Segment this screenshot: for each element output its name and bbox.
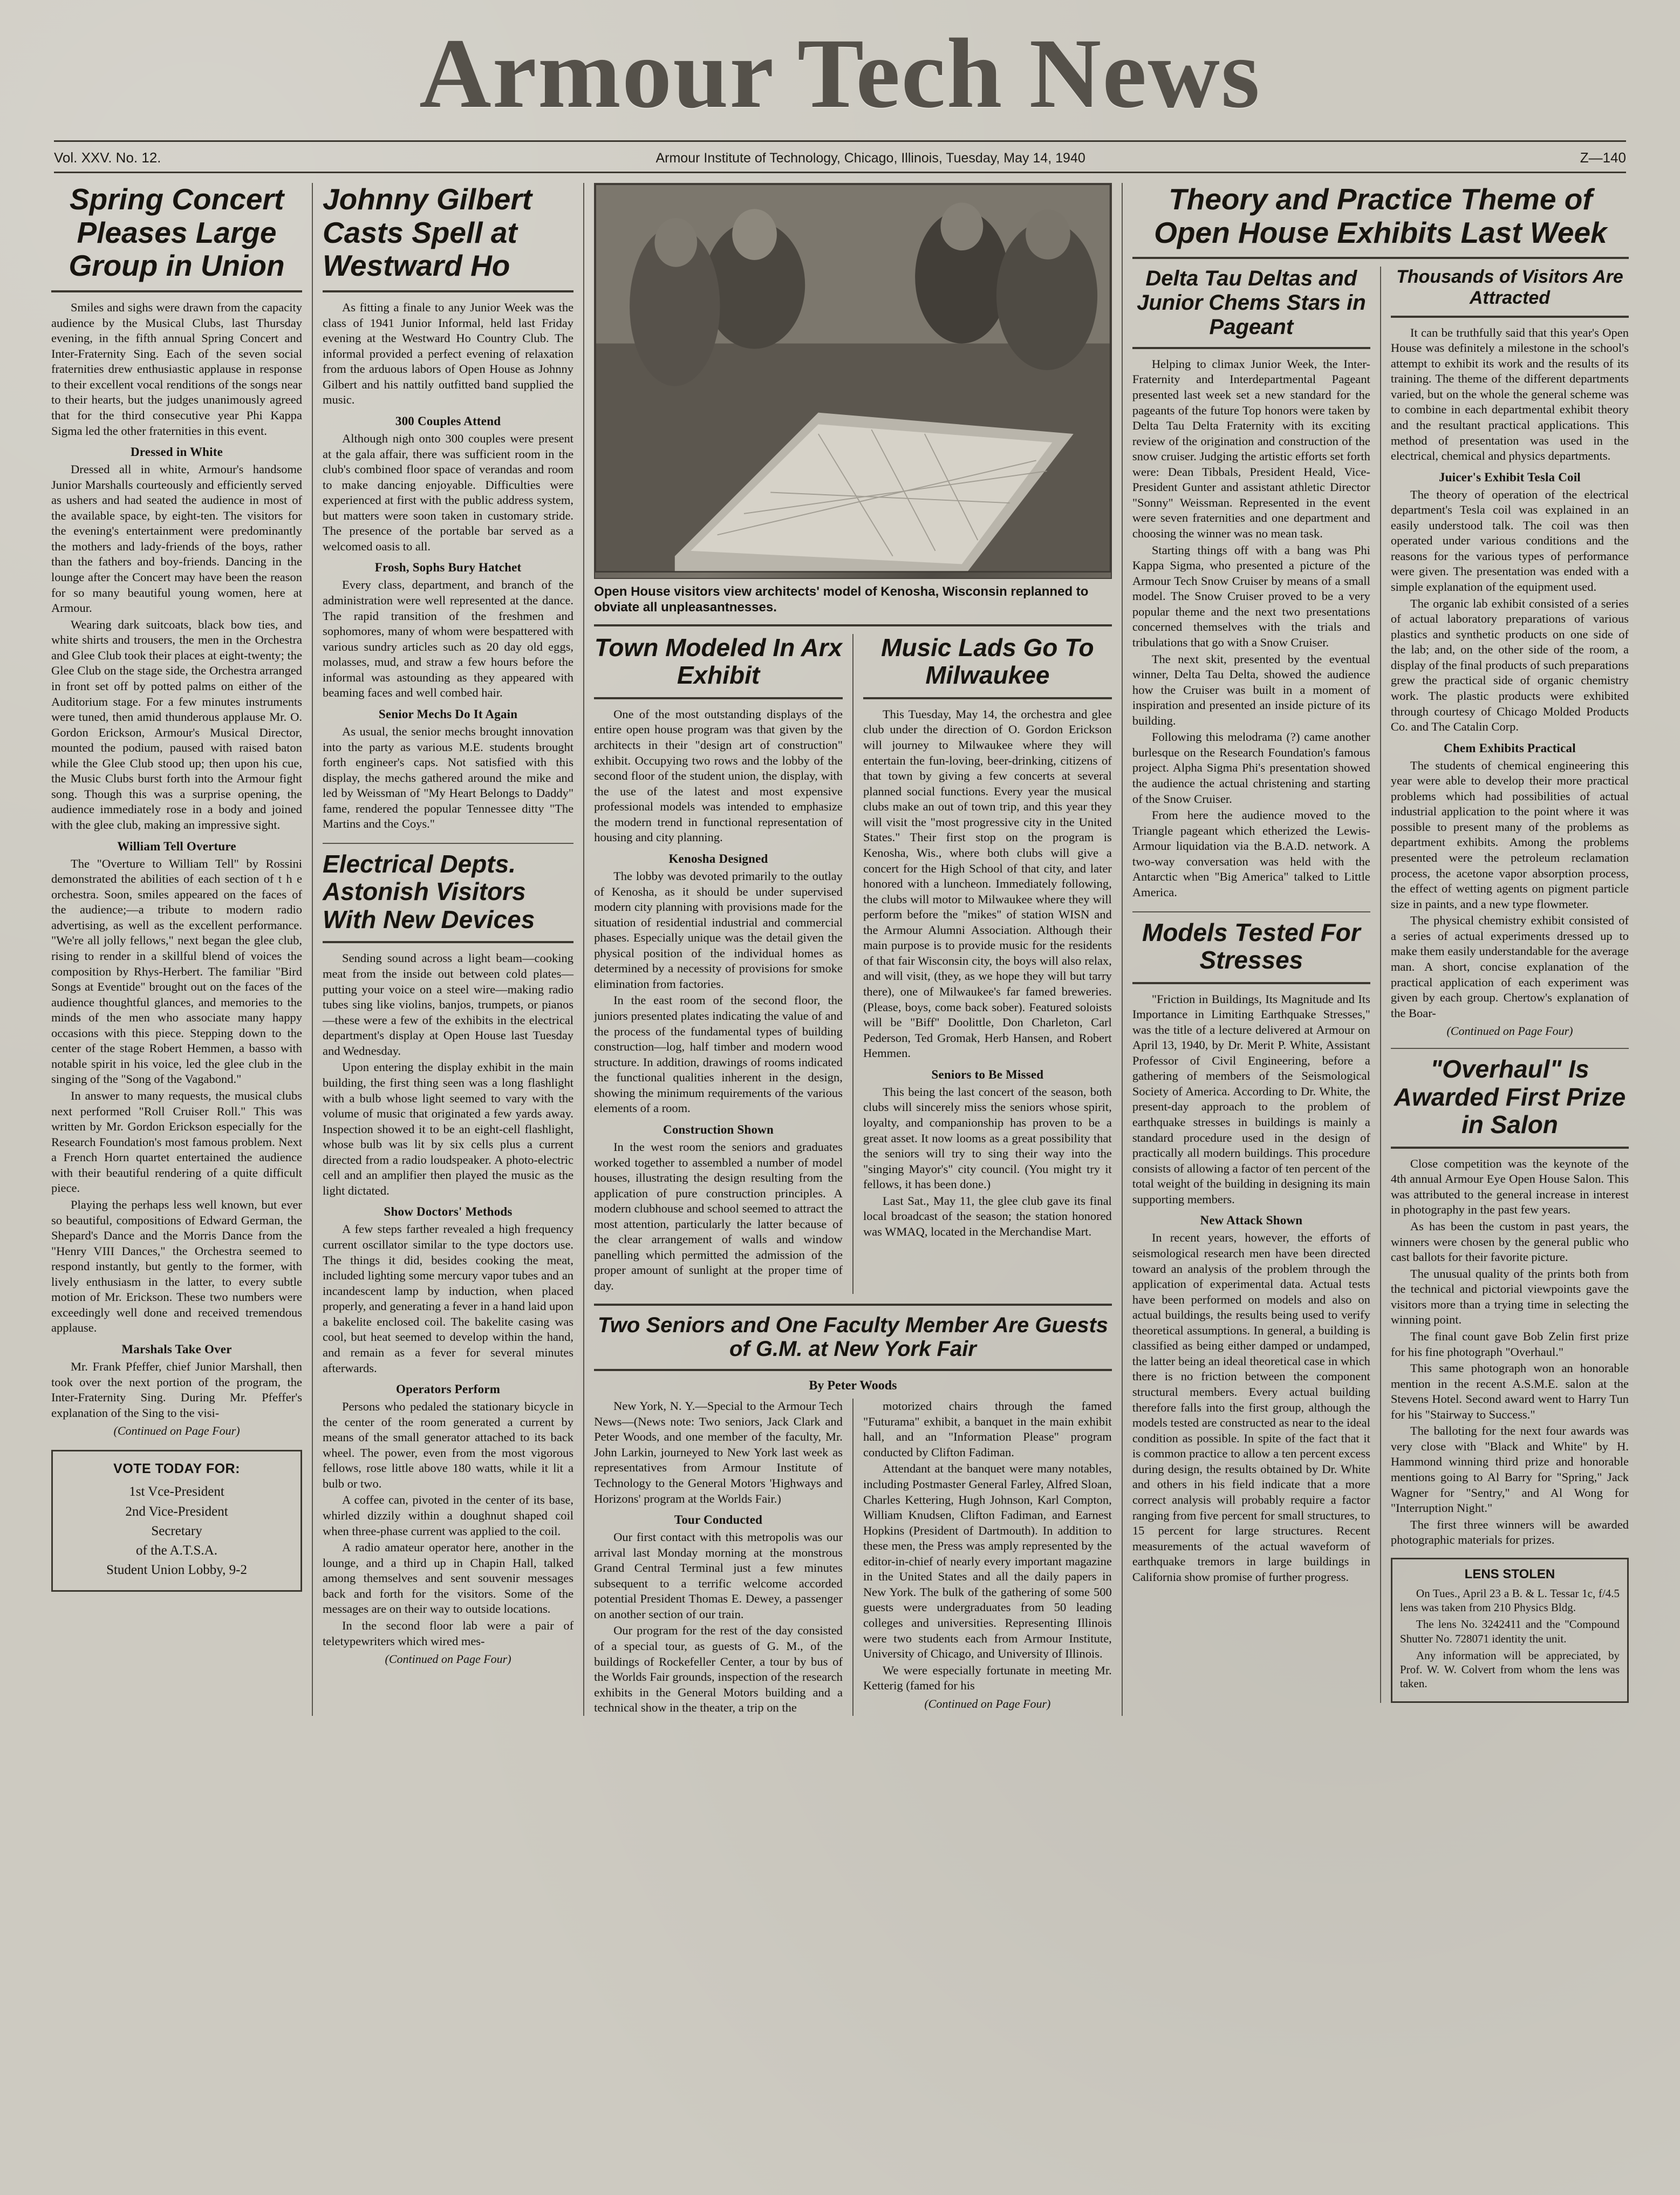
article-paragraph: In the west room the seniors and graduates worked together to assembled a number of model houses, illustrating the design resulting from the application of pure construction principles. A modern clubhouse and school seemed to attract the most attention, particularly the latter because of the clear arrangement of walls and window panelling which permitted the admission of the proper amount of sunlight at the proper time of day.: [594, 1140, 843, 1292]
volume-issue: Vol. XXV. No. 12.: [54, 149, 161, 166]
issue-code: Z—140: [1580, 149, 1626, 166]
continuation-note: (Continued on Page Four): [385, 1652, 511, 1666]
article-paragraph: The final count gave Bob Zelin first prize for his fine photograph "Overhaul.": [1390, 1329, 1629, 1359]
article-paragraph: This Tuesday, May 14, the orchestra and glee club under the direction of O. Gordon Erickson will journey to Milwaukee where they will entertain the fun-loving, beer-drinking, citizens of that town by giving a few concerts at several planned social functions. Every year the musical clubs make an out of town trip, and this year they will visit the "most progressive city in the United States." Their first stop on the program is Kenosha, Wis., where both clubs will give a concert for the High School of that city, and later honored with a luncheon. Immediately following, the clubs will motor to Milwaukee where they will perform before the "mikes" of station WISN and the Armour Alumni Association. Although their main purpose is to provide music for the residents of that fair Wisconsin city, the boys will also relax, and will visit, (they, as we hope they will but tarry there), one of Milwaukee's far famed breweries. (Please, boys, come back sober). Featured soloists will be "Biff" Doolittle, Don Charleton, Carl Pederson, Ted Gromak, Herb Hansen, and Robert Hemmen.: [863, 707, 1112, 1060]
article-paragraph: In answer to many requests, the musical clubs next performed "Roll Cruiser Roll." This was written by Mr. Gordon Erickson especially for the Research Foundation's most famous problem. Next a French Horn quartet entertained the audience with their beautiful rendering of a quite difficult piece.: [51, 1089, 303, 1195]
column-4: [852, 634, 1112, 1294]
feature-col-right: [852, 1399, 1112, 1716]
subhead: William Tell Overture: [117, 839, 236, 853]
headline-electrical-depts: Electrical Depts. Astonish Visitors With New Devices: [323, 849, 535, 933]
article-paragraph: We were especially fortunate in meeting Mr. Ketterig (famed for his: [863, 1663, 1112, 1693]
page-body: [51, 183, 1629, 1716]
column-3: [594, 634, 843, 1294]
article-paragraph: The lobby was devoted primarily to the outlay of Kenosha, as it should be under supervised modern city planning with provisions made for the situation of residential industrial and commercial phases. Especially unique was the detail given the physical position of the individual homes as determined by a necessity of provisions for smoke elimination from factories.: [594, 869, 843, 991]
subhead: Dressed in White: [131, 445, 223, 459]
article-paragraph: The balloting for the next four awards was very close with "Black and White" by H. Hammond winning third prize and honorable mentions going to Al Barry for "Spring," Jack Wagner for "Sentry," and Al Wong for "Interruption Night.": [1390, 1424, 1629, 1515]
article-paragraph: The theory of operation of the electrical department's Tesla coil was explained in an easily understood talk. The coil was then operated under various conditions and the reasons for the various types of performance were given. The presentation was ended with a simple explanation of the equipment used.: [1390, 487, 1629, 594]
article-paragraph: The physical chemistry exhibit consisted of a series of actual experiments dressed up to make them easily understandable for the average man. A short, concise explanation of the practical application of each experiment was given by each group. Chertow's explanation of the Boar-: [1390, 914, 1629, 1020]
subhead: Operators Perform: [396, 1382, 501, 1396]
vote-box-item: 2nd Vice-President: [125, 1504, 228, 1519]
article-paragraph: Close competition was the keynote of the 4th annual Armour Eye Open House Salon. This was attributed to the general increase in interest in photography in the past few years.: [1390, 1156, 1629, 1217]
article-paragraph: In the east room of the second floor, the juniors presented plates indicating the value of and the process of the fundamental types of building construction—log, half timber and modern wood structure. In addition, drawings of rooms indicated the functional qualities inherent in the design, showing the minimum requirements of the various elements of a room.: [594, 993, 843, 1115]
headline-thousands-visitors: Thousands of Visitors Are Attracted: [1396, 267, 1623, 308]
continuation-note: (Continued on Page Four): [924, 1696, 1051, 1710]
headline-town-modeled: Town Modeled In Arx Exhibit: [594, 633, 843, 690]
lens-notice-paragraph: The lens No. 3242411 and the "Compound Shutter No. 728071 identity the unit.: [1399, 1618, 1620, 1645]
lens-notice-paragraph: On Tues., April 23 a B. & L. Tessar 1c, f/4.5 lens was taken from 210 Physics Bldg.: [1399, 1586, 1620, 1614]
headline-spring-concert: Spring Concert Pleases Large Group in Union: [69, 182, 285, 283]
lens-notice-paragraph: Any information will be appreciated, by Prof. W. W. Colvert from whom the lens was taken.: [1399, 1648, 1620, 1690]
article-paragraph: Upon entering the display exhibit in the main building, the first thing seen was a long flashlight with a bulb whose light seemed to vary with the volume of music that originated a few yards away. Inspection showed it to be an eight-cell flashlight, whose bulb was lit by six cells plus a current directed from a radio loudspeaker. A photo-electric cell and an amplifier then played the music as the light dictated.: [323, 1060, 574, 1197]
headline-delta-tau-deltas: Delta Tau Deltas and Junior Chems Stars in Pageant: [1137, 267, 1366, 339]
lens-stolen-notice: [1391, 1558, 1629, 1703]
article-paragraph: Last Sat., May 11, the glee club gave its final local broadcast of the season; the station honored was WMAQ, located in the Merchandise Mart.: [863, 1194, 1112, 1238]
feature-col-left: [594, 1399, 843, 1716]
article-paragraph: A coffee can, pivoted in the center of its base, whirled dizzily within a doughnut shaped coil when three-phase current was applied to the coil.: [323, 1493, 574, 1538]
subhead: Seniors to Be Missed: [931, 1067, 1044, 1081]
article-paragraph: This same photograph won an honorable mention in the recent A.S.M.E. salon at the Stevens Hotel. Second award went to Harry Tun for his "Stairway to Success.": [1390, 1361, 1629, 1421]
headline-models-tested: Models Tested For Stresses: [1142, 918, 1361, 974]
vote-box-item: 1st Vce-President: [129, 1484, 224, 1499]
article-paragraph: As usual, the senior mechs brought innovation into the party as various M.E. students brought forth engineer's caps. Not satisfied with this display, the mechs gathered around the mike and led by Weissman of "My Heart Belongs to Daddy" fame, rendered the popular Tennessee ditty "The Martins and the Coys.": [323, 724, 574, 831]
article-paragraph: Attendant at the banquet were many notables, including Postmaster General Farley, Alfred Sloan, Charles Kettering, Hugh Johnson, Karl Compton, William Knudsen, Clifton Fadiman, and Earnest Hopkins (President of Dartmouth). In addition to these men, the Press was amply represented by the editor-in-chief of nearly every important magazine in the United States and all the daily papers in New York. The bulk of the gathering of some 500 guests were undergraduates from 50 leading colleges and universities. Representing Illinois were two students each from Armour Institute, University of Chicago, and University of Illinois.: [863, 1462, 1112, 1661]
column-6: [1380, 267, 1629, 1702]
headline-johnny-gilbert: Johnny Gilbert Casts Spell at Westward Ho: [323, 182, 532, 283]
center-block: [594, 183, 1112, 1716]
column-2: [323, 183, 573, 1666]
subhead: Senior Mechs Do It Again: [378, 707, 518, 721]
subhead: New Attack Shown: [1200, 1214, 1303, 1228]
vote-box-title: VOTE TODAY FOR:: [113, 1461, 240, 1477]
article-paragraph: The next skit, presented by the eventual winner, Delta Tau Delta, showed the audience how the Cruiser was built in a moment of inspiration and presented an inside picture of its building.: [1132, 652, 1370, 727]
article-paragraph: motorized chairs through the famed "Futurama" exhibit, a banquet in the main exhibit hall, and an "Information Please" program conducted by Clifton Fadiman.: [863, 1399, 1112, 1459]
article-paragraph: Mr. Frank Pfeffer, chief Junior Marshall, then took over the next portion of the program, the Inter-Fraternity Sing. During Mr. Pfeffer's explanation of the Sing to the visi-: [51, 1360, 303, 1420]
vote-box-item: of the A.T.S.A.: [136, 1543, 217, 1558]
newspaper-title: Armour Tech News: [419, 18, 1261, 129]
open-house-photo: [594, 183, 1112, 579]
article-paragraph: It can be truthfully said that this year's Open House was definitely a milestone in the school's attempt to exhibit its work and the results of its training. The theme of the different departments varied, but on the whole the general scheme was to combine in each departmental exhibit theory and the resultant practical applications. This method of presentation was used in the electrical, chemical and physics departments.: [1390, 325, 1629, 463]
headline-music-lads: Music Lads Go To Milwaukee: [881, 633, 1094, 690]
article-paragraph: Every class, department, and branch of the administration were well represented at the dance. The rapid transition of the freshmen and sophomores, many of whom were bespattered with various sundry articles such as 20 day old eggs, molasses, mud, and straw a few hours before the informal was astounding as they appeared with beaming faces and well combed hair.: [323, 578, 574, 700]
article-paragraph: One of the most outstanding displays of the entire open house program was that given by the architects in their "design art of construction" exhibit. Occupying two rows and the lobby of the second floor of the student union, the display, with the use of the latest and most expensive professional models was intended to emphasize the modern trend in functional representation of housing and city planning.: [594, 707, 843, 844]
lens-notice-title: LENS STOLEN: [1464, 1566, 1555, 1582]
article-paragraph: Our first contact with this metropolis was our arrival last Monday morning at the monstrous Grand Central Terminal just a few minutes subsequent to a terrific welcome accorded potential President Thomas E. Dewey, a passenger on another section of our train.: [594, 1530, 843, 1621]
article-paragraph: This being the last concert of the season, both clubs will sincerely miss the seniors whose spirit, loyalty, and companionship has proven to be a great asset. It now looms as a great possibility that the seniors will try to sing their way into the "singing Mayor's" city council. (You might try it fellows, it has been done.): [863, 1085, 1112, 1191]
article-paragraph: Sending sound across a light beam—cooking meat from the inside out between cold plates—putting your voice on a steel wire—making radio tubes sing like violins, banjos, trumpets, or pianos—these were a few of the exhibits in the electrical department's display at Open House last Tuesday and Wednesday.: [323, 951, 574, 1058]
article-paragraph: Smiles and sighs were drawn from the capacity audience by the Musical Clubs, last Thursday evening, in the fifth annual Spring Concert and Inter-Fraternity Sing. Each of the seven social fraternities drew enthusiastic applause in response to their excellent vocal renditions of the songs near to their hearts, but the judges unanimously agreed that for the third consecutive year Phi Kappa Sigma led the other fraternities in this event.: [51, 301, 303, 438]
photo-caption: Open House visitors view architects' model of Kenosha, Wisconsin replanned to obviate all unpleasantnesses.: [594, 584, 1089, 615]
article-paragraph: "Friction in Buildings, Its Magnitude and Its Importance in Limiting Earthquake Stresses," was the title of a lecture delivered at Armour on April 13, 1940, by Dr. Merit P. White, Assistant Professor of Civil Engineering, before a gathering of members of the Seismological Society of America. According to Dr. White, the present-day approach to the problem of earthquake stresses in buildings is mainly a standard procedure used in the design of practically all modern buildings. This procedure consists of allowing a factor of ten percent of the total weight of the building in designing its main supporting members.: [1132, 992, 1370, 1206]
byline: By Peter Woods: [809, 1379, 897, 1393]
article-paragraph: As has been the custom in past years, the winners were chosen by the general public who cast ballots for their favorite picture.: [1390, 1219, 1629, 1264]
article-paragraph: As fitting a finale to any Junior Week was the class of 1941 Junior Informal, held last Friday evening at the Westward Ho Country Club. The informal provided a perfect evening of relaxation from the arduous labors of Open House as Johnny Gilbert and his nattily outfitted band supplied the music.: [323, 301, 574, 407]
subhead: Chem Exhibits Practical: [1444, 741, 1576, 755]
publication-line: Armour Institute of Technology, Chicago, Illinois, Tuesday, May 14, 1940: [655, 151, 1085, 166]
article-paragraph: Our program for the rest of the day consisted of a special tour, as guests of G. M., of the buildings of Rockefeller Center, a tour by bus of the Worlds Fair grounds, inspection of the research exhibits in the General Motors building and a technical show in the theater, a trip on the: [594, 1624, 843, 1715]
subhead: Marshals Take Over: [121, 1342, 232, 1356]
article-paragraph: The students of chemical engineering this year were able to develop their more practical problems which had possibilities of actual industrial application to the point where it was possible to present many of the problems as department exhibits. Among the problems presented were the petroleum reclamation process, the acetone vapor absorption process, the effect of wetting agents on pigment particle size in paints, and a new type flowmeter.: [1390, 758, 1629, 911]
article-paragraph: A few steps farther revealed a high frequency current oscillator similar to the type doctors use. The things it did, besides cooking the meat, included lighting some mercury vapor tubes and an incandescent lamp by induction, when placed properly, and generating a fever in a hand laid upon a bakelite enclosed coil. The bakelite casing was cool, but heat seemed to develop within the hand, and remain as a fever for several minutes afterwards.: [323, 1222, 574, 1375]
article-paragraph: Persons who pedaled the stationary bicycle in the center of the room generated a current by means of the small generator attached to its back wheel. The power, even from the most vigorous fellows, rose little above 180 watts, while it lit a bulb or two.: [323, 1400, 574, 1490]
subhead: Frosh, Sophs Bury Hatchet: [374, 561, 522, 575]
right-block: [1132, 183, 1629, 1702]
folio-bar: [54, 142, 1626, 173]
article-paragraph: Wearing dark suitcoats, black bow ties, and white shirts and trousers, the men in the Orchestra and Glee Club took their places at eight-twenty; the Glee Club on the stage side, the Orchestra arranged in front set off by potted palms on either of the Auditorium stage. For a few minutes instruments were tuned, then amid thunderous applause Mr. O. Gordon Erickson, Armour's Musical Director, mounted the podium, paused with raised baton while the Glee Club stood up; then upon his cue, the Music Clubs burst forth into the Armour fight song. Though this was a surprise opening, the audience immediately rose in a body and joined with the glee club, making an impressive sight.: [51, 617, 303, 832]
column-divider: [583, 183, 584, 1716]
column-5: [1132, 267, 1370, 1702]
headline-open-house-theme: Theory and Practice Theme of Open House Exhibits Last Week: [1154, 182, 1607, 249]
subhead: Show Doctors' Methods: [384, 1205, 513, 1219]
column-1: [51, 183, 302, 1591]
article-paragraph: Following this melodrama (?) came another burlesque on the Research Foundation's famous project. Alpha Sigma Phi's presentation showed the audience the actual christening and starting of the Snow Cruiser.: [1132, 730, 1370, 806]
subhead: Kenosha Designed: [668, 851, 768, 865]
article-paragraph: Although nigh onto 300 couples were present at the gala affair, there was sufficient room in the club's combined floor space of verandas and room to make dancing enjoyable. Difficulties were experienced at first with the public address system, but matters were soon taken in customary stride. The presence of the portable bar served as a welcomed oasis to all.: [323, 431, 574, 553]
article-paragraph: A radio amateur operator here, another in the lounge, and a third up in Chapin Hall, talked among themselves and sent souvenir messages back and forth for the visitors. Some of the messages are on their way to outside locations.: [323, 1540, 574, 1616]
article-paragraph: Playing the perhaps less well known, but ever so beautiful, compositions of Edward German, the Shepard's Dance and the Morris Dance from the "Henry VIII Dances," the Orchestra seemed to respond instantly, but gently to the former, with lively enthusiasm in the latter, to every subtle motion of Mr. Erickson. These two numbers were exceedingly well done and received tremendous applause.: [51, 1197, 303, 1335]
article-paragraph: In recent years, however, the efforts of seismological research men have been directed toward an analysis of the problem through the application of experimental data. Actual tests have been performed on models and also on actual buildings, the results being used to verify theoretical assumptions. In general, a building is classified as being either damped or undamped, the latter being an ideal theoretical case in which there is no friction between the component structural members. Every actual building therefore falls into the first group, although the models tested are constructed as near to the ideal condition as possible. In spite of the fact that it is common practice to allow a ten percent excess during design, the results obtained by Dr. White and others in his field indicate that a more correct analysis will probably require a factor ranging from five percent for small structures, to 15 percent for large structures. Recent measurements of the actual waveform of earthquake tremors in large buildings in California show promise of further progress.: [1132, 1231, 1370, 1584]
vote-box: [51, 1450, 302, 1591]
article-paragraph: Dressed all in white, Armour's handsome Junior Marshalls courteously and efficiently served as ushers and had seated the audience in most of the available space, by eight-ten. The visitors for the evening's entertainment were predominantly the mothers and lady-friends of the boys, rather than the fathers and boy-friends. Dancing in the lounge after the Concert may have been the reason for so many beautiful young women, here at Armour.: [51, 462, 303, 615]
vote-box-item: Secretary: [151, 1523, 202, 1538]
article-paragraph: The first three winners will be awarded photographic materials for prizes.: [1390, 1517, 1629, 1547]
photo-content: [595, 184, 1111, 572]
column-divider: [312, 183, 313, 1716]
continuation-note: (Continued on Page Four): [1446, 1024, 1573, 1038]
headline-overhaul-salon: "Overhaul" Is Awarded First Prize in Salon: [1394, 1055, 1626, 1139]
headline-gm-fair: Two Seniors and One Faculty Member Are Guests of G.M. at New York Fair: [597, 1313, 1109, 1361]
continuation-note: (Continued on Page Four): [113, 1424, 240, 1438]
subhead: 300 Couples Attend: [395, 414, 501, 428]
vote-box-item: Student Union Lobby, 9-2: [106, 1563, 247, 1578]
article-paragraph: The unusual quality of the prints both from the technical and pictorial viewpoints gave the visitors more than a trying time in selecting the winning point.: [1390, 1266, 1629, 1327]
article-paragraph: From here the audience moved to the Triangle pageant which etherized the Lewis-Armour liquidation via the B.A.D. network. A two-way conversation was held with the Antarctic when "Big America" talked to Little America.: [1132, 808, 1370, 899]
subhead: Tour Conducted: [674, 1513, 763, 1527]
article-paragraph: The "Overture to William Tell" by Rossini demonstrated the abilities of each section of t h e orchestra. Soon, smiles appeared on the faces of the audience;—a tribute to modern radio advertising, as well as the excellent performance. "We're all jolly fellows," next began the glee club, rising to render in a skillful blend of voices the composition by Rhys-Herbert. The familiar "Bird Songs at Eventide" brought out on the faces of the audience thoughtful glances, and memories to the minds of the men who associate many happy occasions with this piece. Stepping down to the center of the stage Robert Hemmen, a basso with notable spirit in his voice, led the glee club in the singing of the "Song of the Vagabond.": [51, 856, 303, 1086]
subhead: Construction Shown: [663, 1122, 774, 1136]
masthead: [0, 0, 1680, 129]
article-paragraph: Helping to climax Junior Week, the Inter-Fraternity and Interdepartmental Pageant presented last week set a new standard for the pageants of the future Top honors were taken by Delta Tau Delta Fraternity with its exciting review of the origination and construction of the snow cruiser. Judging the artistic efforts set forth were: Dean Tibbals, President Heald, Vice-President Gunter and assistant athletic Director "Sonny" Weissman. Represented in the event were seven fraternities and one department and choosing the winner was no mean task.: [1132, 357, 1370, 541]
article-paragraph: New York, N. Y.—Special to the Armour Tech News—(News note: Two seniors, Jack Clark and Peter Woods, and one member of the faculty, Mr. John Larkin, journeyed to New York last week as representatives from Armour Institute of Technology to the General Motors 'Highways and Horizons' program at the Worlds Fair.): [594, 1399, 843, 1505]
article-paragraph: The organic lab exhibit consisted of a series of actual laboratory preparations of various plastics and synthetic products on one side of the lab; and, on the other side of the room, a display of the final products of such preparations grew the practical side of organic chemistry work. The plastic products were exhibited through courtesy of Chicago Molded Products Co. and The Catalin Corp.: [1390, 596, 1629, 734]
subhead: Juicer's Exhibit Tesla Coil: [1438, 470, 1581, 484]
article-paragraph: Starting things off with a bang was Phi Kappa Sigma, who presented a picture of the Armour Tech Snow Cruiser by means of a small model. The Snow Cruiser proved to be a very popular theme and the next two presentations concerned themselves with the trials and tribulations that go with a Snow Cruiser.: [1132, 543, 1370, 649]
column-divider: [1122, 183, 1123, 1716]
article-paragraph: In the second floor lab were a pair of teletypewriters which wired mes-: [323, 1618, 574, 1648]
